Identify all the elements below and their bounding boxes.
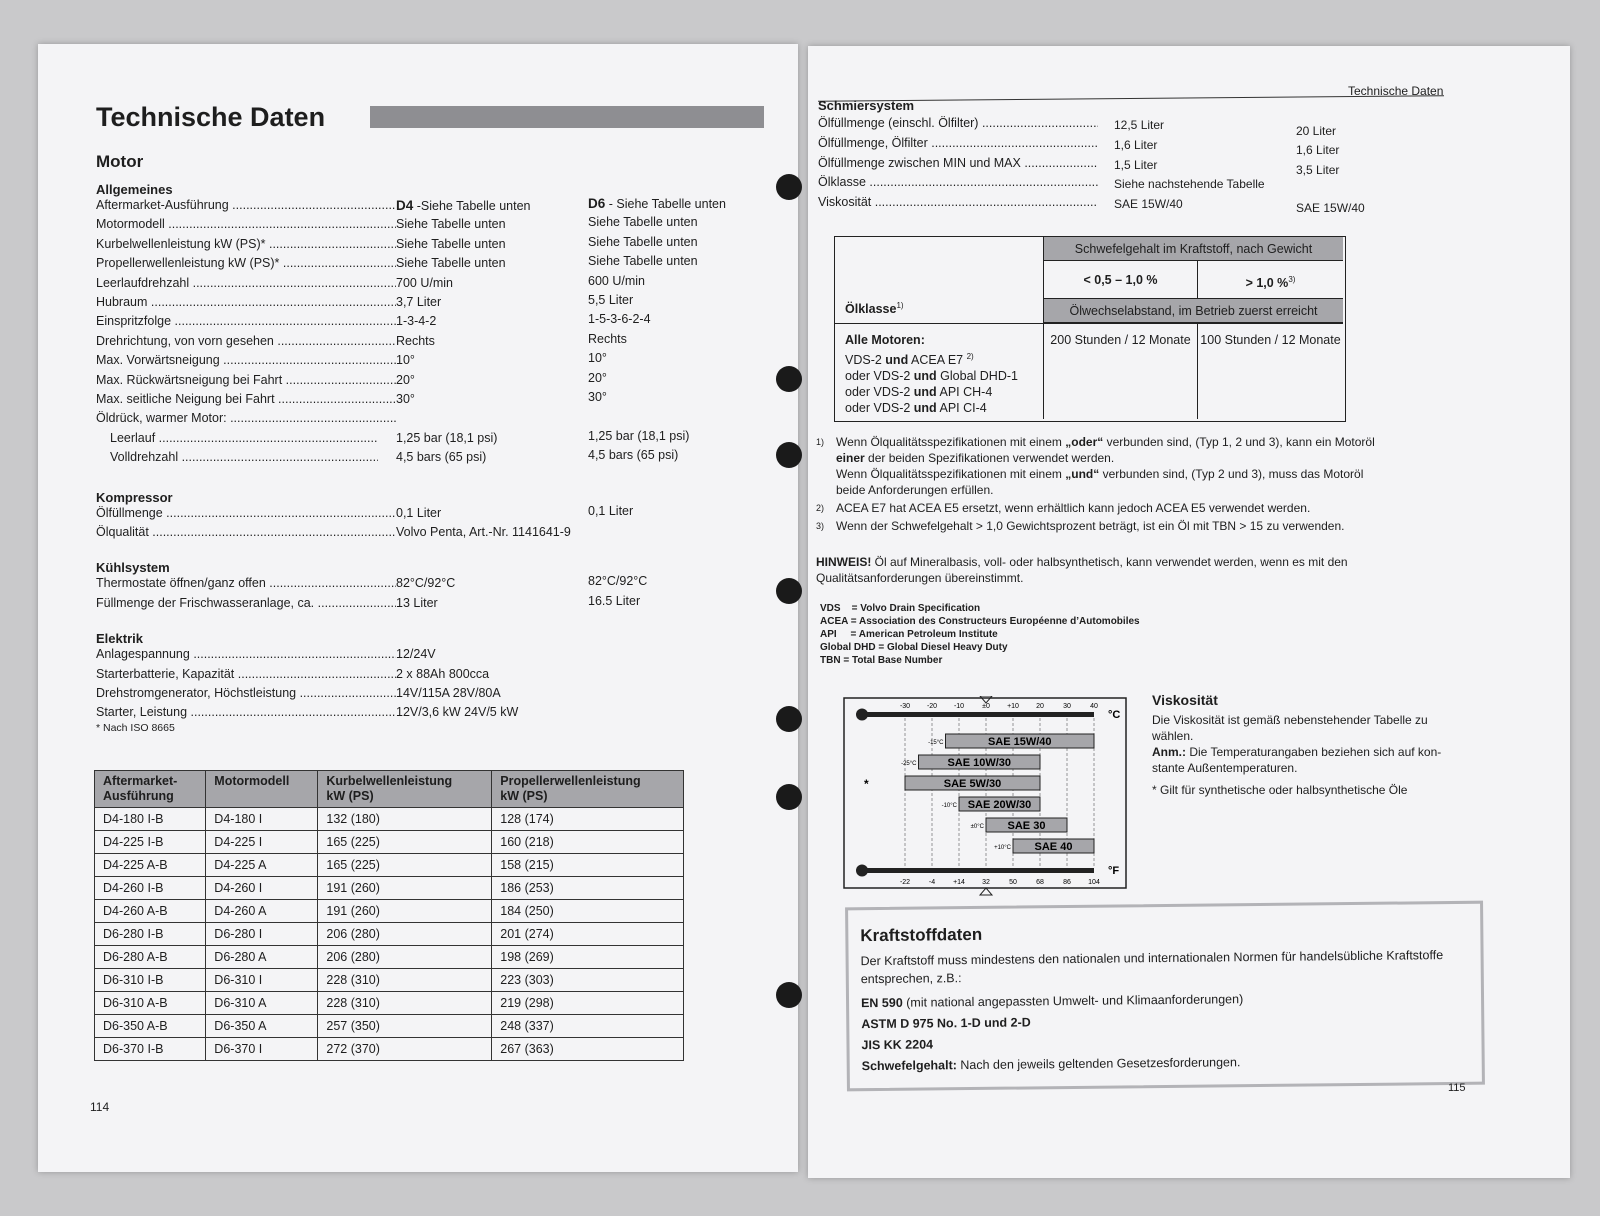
d4-value: Siehe Tabelle unten <box>396 217 506 232</box>
table-cell: 198 (269) <box>492 946 684 969</box>
fuel-data-box <box>845 901 1485 1092</box>
lube-label: Ölfüllmenge (einschl. Ölfilter) ..... <box>818 116 1098 130</box>
spec-label: Max. Rückwärtsneigung bei Fahrt ..... <box>96 373 396 387</box>
celsius-tick-label: -10 <box>953 703 965 710</box>
viscosity-bar-label: SAE 40 <box>1034 841 1073 853</box>
footnote-line: ACEA E7 hat ACEA E5 ersetzt, wenn erhältlich kann jedoch ACEA E5 verwendet werden. <box>836 501 1311 515</box>
table-cell: D6-350 A-B <box>95 1015 206 1038</box>
table-cell: 165 (225) <box>318 831 492 854</box>
table-cell: 223 (303) <box>492 969 684 992</box>
spec-section-heading: Kompressor <box>96 489 173 505</box>
spec-label: Öldrück, warmer Motor: ..... <box>96 411 396 425</box>
table-row <box>95 854 684 877</box>
table-row <box>95 831 684 854</box>
spec-row <box>96 428 796 450</box>
footnote <box>816 518 1456 534</box>
d6-value: 20 Liter <box>1296 124 1337 138</box>
table-cell: D6-350 A <box>206 1015 318 1038</box>
binder-hole <box>776 442 802 468</box>
spec-row <box>96 370 796 392</box>
footnote-line: Wenn Ölqualitätsspezifikationen mit einem „und“ verbunden sind, (Typ 2 und 3), muss das Motoröl <box>836 467 1364 481</box>
lube-label: Ölfüllmenge zwischen MIN und MAX ..... <box>818 156 1098 170</box>
spec-label: Kurbelwellenleistung kW (PS)* ..... <box>96 237 396 251</box>
sulfur-col-high: > 1,0 %$^{3)}$ <box>1197 261 1343 299</box>
d6-value: 1,6 Liter <box>1296 143 1340 158</box>
table-row <box>95 877 684 900</box>
spec-row <box>96 217 796 236</box>
d6-value: 1-5-3-6-2-4 <box>588 312 651 327</box>
table-cell: D6-280 I-B <box>95 923 206 946</box>
celsius-tick-label: -30 <box>899 703 911 710</box>
abbreviation: TBN = Total Base Number <box>820 655 943 666</box>
d4-value: 12,5 Liter <box>1114 118 1165 132</box>
table-row <box>95 900 684 923</box>
fahrenheit-tick-label: 68 <box>1036 879 1044 886</box>
fuel-heading: Kraftstoffdaten <box>860 924 983 946</box>
chart-frame <box>844 698 1126 888</box>
binder-hole <box>776 366 802 392</box>
celsius-tick-label: 30 <box>1063 703 1071 710</box>
page-title: Technische Daten <box>96 102 326 132</box>
footnote-line: Wenn der Schwefelgehalt > 1,0 Gewichtsprozent beträgt, ist ein Öl mit TBN > 15 zu verwenden. <box>836 519 1345 533</box>
table-cell: D6-310 I <box>206 969 318 992</box>
spec-section-heading: Kühlsystem <box>96 560 170 576</box>
page-number: 115 <box>1448 1082 1466 1094</box>
spec-row <box>96 525 796 544</box>
zero-arrow-icon <box>980 888 992 895</box>
table-header-cell: Kurbelwellenleistung kW (PS) <box>318 771 492 808</box>
table-cell: 228 (310) <box>318 992 492 1015</box>
lube-row <box>818 135 1458 158</box>
spec-label: Motormodell ..... <box>96 217 396 231</box>
table-cell: 257 (350) <box>318 1015 492 1038</box>
iso-footnote: * Nach ISO 8665 <box>96 722 175 734</box>
table-cell: D6-280 A-B <box>95 946 206 969</box>
spec-row <box>96 593 796 615</box>
table-row <box>95 808 684 831</box>
abbreviation: Global DHD = Global Diesel Heavy Duty <box>820 642 1008 653</box>
fahrenheit-unit: °F <box>1108 865 1120 877</box>
viscosity-bar-label: SAE 30 <box>1007 820 1046 832</box>
d4-value: 10° <box>396 353 415 368</box>
interval-high: 100 Stunden / 12 Monate <box>1197 323 1343 419</box>
table-cell: D4-180 I <box>206 808 318 831</box>
footnote-line: Wenn Ölqualitätsspezifikationen mit einem „oder“ verbunden sind, (Typ 1, 2 und 3), kann ein Motoröl <box>836 435 1375 449</box>
oil-spec-line: VDS-2 und ACEA E7 $^{2)}$ <box>845 352 974 368</box>
table-cell: D6-280 A <box>206 946 318 969</box>
running-header: Technische Daten <box>1348 84 1444 98</box>
d4-value: 14V/115A 28V/80A <box>396 686 501 700</box>
sulfur-header: Schwefelgehalt im Kraftstoff, nach Gewicht <box>1043 237 1343 261</box>
viscosity-chart <box>842 696 1132 896</box>
spec-row <box>96 314 796 333</box>
footnote-number: 1) <box>816 437 825 447</box>
lube-row <box>818 175 1458 194</box>
spec-label: Drehstromgenerator, Höchstleistung ..... <box>96 686 396 700</box>
lube-row <box>818 156 1458 175</box>
spec-row <box>96 256 796 275</box>
left-page <box>38 44 798 1172</box>
hinweis-note: HINWEIS! Öl auf Mineralbasis, voll- oder halbsynthetisch, kann verwendet werden, wenn es mit den Qualitätsanforderungen übereinstimmt. <box>816 555 1348 585</box>
spec-row <box>96 667 796 686</box>
binder-hole <box>776 706 802 732</box>
abbreviations <box>820 602 1140 667</box>
table-cell: 191 (260) <box>318 877 492 900</box>
celsius-unit: °C <box>1108 709 1121 721</box>
schmier-list <box>818 46 1458 226</box>
fahrenheit-tick-label: -4 <box>928 879 936 886</box>
interval-low: 200 Stunden / 12 Monate <box>1043 323 1197 419</box>
d6-value: 20° <box>588 370 607 385</box>
spec-label: Starterbatterie, Kapazität ..... <box>96 667 396 681</box>
table-cell: 206 (280) <box>318 946 492 969</box>
spec-row <box>96 295 796 314</box>
section-title: Motor <box>96 152 144 171</box>
d6-value: 0,1 Liter <box>588 503 634 518</box>
spec-row <box>96 450 796 469</box>
d4-value: SAE 15W/40 <box>1114 197 1183 212</box>
thermometer-bulb <box>856 865 868 877</box>
table-cell: 206 (280) <box>318 923 492 946</box>
table-cell: 184 (250) <box>492 900 684 923</box>
footnote <box>816 434 1456 498</box>
spec-row <box>96 273 796 295</box>
table-cell: D6-310 A <box>206 992 318 1015</box>
abbreviation: ACEA = Association des Constructeurs Européenne d’Automobiles <box>820 616 1140 627</box>
spec-label: Füllmenge der Frischwasseranlage, ca. ..... <box>96 596 396 610</box>
spec-label: Einspritzfolge ..... <box>96 314 396 328</box>
spec-row <box>96 411 796 430</box>
d4-value: 3,7 Liter <box>396 295 442 309</box>
table-cell: 186 (253) <box>492 877 684 900</box>
d4-value: 0,1 Liter <box>396 505 442 520</box>
table-cell: D6-310 A-B <box>95 992 206 1015</box>
table-row <box>95 946 684 969</box>
d6-value: Siehe Tabelle unten <box>588 234 698 249</box>
table-row <box>95 1015 684 1038</box>
d6-value: Siehe Tabelle unten <box>588 254 698 269</box>
table-cell: 132 (180) <box>318 808 492 831</box>
celsius-tick-label: 20 <box>1036 703 1044 710</box>
table-header-cell: Motormodell <box>206 771 318 808</box>
oilclass-label: Ölklasse$^{1)}$ <box>845 301 904 317</box>
spec-row <box>96 686 796 705</box>
spec-label: Ölqualität ..... <box>96 525 396 539</box>
spec-row <box>96 353 796 372</box>
d4-value: 2 x 88Ah 800cca <box>396 666 490 681</box>
table-row <box>95 923 684 946</box>
lube-label: Viskosität ..... <box>818 195 1098 209</box>
spec-label: Anlagespannung ..... <box>96 647 396 661</box>
table-row <box>95 992 684 1015</box>
d6-value: 4,5 bars (65 psi) <box>588 448 679 463</box>
table-cell: D4-260 A <box>206 900 318 923</box>
d4-value: Siehe nachstehende Tabelle <box>1114 177 1265 192</box>
d4-value: 1,5 Liter <box>1114 157 1158 172</box>
table-cell: 248 (337) <box>492 1015 684 1038</box>
bar-start-label: -25°C <box>901 761 917 767</box>
right-page <box>808 46 1570 1178</box>
spec-label: Leerlauf ..... <box>110 431 378 445</box>
table-cell: 158 (215) <box>492 854 684 877</box>
oil-spec-line: oder VDS-2 und Global DHD-1 <box>845 369 1018 384</box>
spec-row <box>96 234 796 256</box>
table-cell: D4-225 I <box>206 831 318 854</box>
bar-start-label: -10°C <box>941 803 957 809</box>
table-cell: 160 (218) <box>492 831 684 854</box>
table-cell: 228 (310) <box>318 969 492 992</box>
fahrenheit-tick-label: +14 <box>953 879 965 886</box>
fuel-text: Der Kraftstoff muss mindestens den nationalen und internationalen Normen für handelsübliche Kraftstoffe entsprechen, z.B.: EN 590 (mit national angepassten Umwelt- und Klimaanforderungen) ASTM D 975 No. 1-D und 2-D JIS KK 2204 Schwefelgehalt: Nach den jeweils geltenden Gesetzesforderungen. <box>860 948 1444 1074</box>
sulfur-col-low: < 0,5 – 1,0 % <box>1043 261 1197 299</box>
celsius-tick-label: 40 <box>1090 703 1098 710</box>
table-cell: D6-280 I <box>206 923 318 946</box>
table-cell: D6-370 I <box>206 1038 318 1061</box>
celsius-tick-label: ±0 <box>982 703 990 710</box>
d6-value: 1,25 bar (18,1 psi) <box>588 428 690 443</box>
spec-row <box>96 392 796 411</box>
thermometer-bar <box>862 868 1094 873</box>
fahrenheit-tick-label: 86 <box>1063 879 1071 886</box>
model-table <box>94 770 684 1061</box>
d4-value: 30° <box>396 392 415 406</box>
spec-label: Aftermarket-Ausführung ..... <box>96 198 396 212</box>
abbreviation: VDS = Volvo Drain Specification <box>820 603 981 614</box>
fahrenheit-tick-label: 32 <box>982 879 990 886</box>
oil-spec-line: oder VDS-2 und API CH-4 <box>845 385 993 400</box>
oil-class-table <box>834 236 1346 422</box>
d6-value: Rechts <box>588 331 627 346</box>
d6-value: 5,5 Liter <box>588 293 634 307</box>
spec-label: Drehrichtung, von vorn gesehen ..... <box>96 334 396 348</box>
celsius-tick-label: -20 <box>926 703 938 710</box>
viscosity-bar-label: SAE 10W/30 <box>947 757 1012 769</box>
viscosity-heading: Viskosität <box>1152 692 1218 708</box>
fahrenheit-tick-label: 50 <box>1009 879 1017 886</box>
thermometer-bar <box>862 712 1094 717</box>
spec-row <box>96 647 796 666</box>
d4-value: 1,25 bar (18,1 psi) <box>396 430 498 445</box>
spec-label: Propellerwellenleistung kW (PS)* ..... <box>96 256 396 270</box>
spec-label: Thermostate öffnen/ganz offen ..... <box>96 576 396 590</box>
d6-value: 16.5 Liter <box>588 593 641 608</box>
table-cell: 191 (260) <box>318 900 492 923</box>
bar-start-label: -15°C <box>928 740 944 746</box>
viscosity-bar-label: SAE 5W/30 <box>943 778 1002 790</box>
table-cell: 201 (274) <box>492 923 684 946</box>
table-cell: D4-225 I-B <box>95 831 206 854</box>
table-cell: D4-225 A <box>206 854 318 877</box>
footnote-line: beide Anforderungen erfüllen. <box>836 483 994 497</box>
viscosity-text: Die Viskosität ist gemäß nebenstehender Tabelle zu wählen. Anm.: Die Temperaturangaben beziehen sich auf kon- stante Außentemperaturen. * Gilt für synthetische oder halbsynthetische Öle <box>1152 713 1442 797</box>
d4-value: 1,6 Liter <box>1114 137 1158 152</box>
celsius-tick-label: +10 <box>1007 703 1019 710</box>
table-cell: D4-260 I-B <box>95 877 206 900</box>
d4-value: 20° <box>396 372 415 387</box>
d4-value: 82°C/92°C <box>396 576 456 591</box>
lube-label: Ölklasse ..... <box>818 175 1098 189</box>
spec-label: Hubraum ..... <box>96 295 396 309</box>
interval-header: Ölwechselabstand, im Betrieb zuerst erreicht <box>1043 299 1343 323</box>
bar-start-label: ±0°C <box>970 824 984 830</box>
table-cell: D4-260 I <box>206 877 318 900</box>
table-row <box>95 1038 684 1061</box>
d6-value: 600 U/min <box>588 273 645 288</box>
binder-hole <box>776 174 802 200</box>
spec-label: Leerlaufdrehzahl ..... <box>96 276 396 290</box>
table-cell: D6-370 I-B <box>95 1038 206 1061</box>
viscosity-bar-label: SAE 15W/40 <box>987 736 1052 748</box>
d4-value: Volvo Penta, Art.-Nr. 1141641-9 <box>396 525 571 539</box>
d6-value: SAE 15W/40 <box>1296 201 1365 216</box>
table-cell: D6-310 I-B <box>95 969 206 992</box>
d6-value: 3,5 Liter <box>1296 162 1340 177</box>
d4-value: D4 -Siehe Tabelle unten <box>396 198 531 213</box>
table-header-cell: Aftermarket- Ausführung <box>95 771 206 808</box>
d4-value: 4,5 bars (65 psi) <box>396 450 487 465</box>
viscosity-bar-label: SAE 20W/30 <box>967 799 1032 811</box>
d4-value: 700 U/min <box>396 275 453 290</box>
spec-label: Starter, Leistung ..... <box>96 705 396 719</box>
d4-value: Rechts <box>396 333 435 348</box>
footnote-number: 2) <box>816 503 825 513</box>
d6-value: 10° <box>588 351 607 366</box>
spec-list <box>96 44 796 744</box>
synthetic-star: * <box>864 777 869 791</box>
binder-hole <box>776 784 802 810</box>
footnote <box>816 500 1456 516</box>
spec-row <box>96 705 796 724</box>
d4-value: Siehe Tabelle unten <box>396 236 506 251</box>
d4-value: 13 Liter <box>396 595 438 610</box>
schmier-heading: Schmiersystem <box>818 98 915 113</box>
footnote-number: 3) <box>816 521 825 531</box>
abbreviation: API = American Petroleum Institute <box>820 629 998 640</box>
spec-row <box>96 198 796 217</box>
spec-row <box>96 331 796 353</box>
spec-row <box>96 503 796 525</box>
d4-value: Siehe Tabelle unten <box>396 256 506 271</box>
binder-hole <box>776 578 802 604</box>
spec-section-heading: Allgemeines <box>96 182 173 197</box>
d4-value: 1-3-4-2 <box>396 314 437 329</box>
d6-value: 30° <box>588 390 607 404</box>
table-cell: 272 (370) <box>318 1038 492 1061</box>
fahrenheit-tick-label: 104 <box>1088 879 1100 886</box>
table-cell: 128 (174) <box>492 808 684 831</box>
binder-hole <box>776 982 802 1008</box>
lube-label: Ölfüllmenge, Ölfilter ..... <box>818 136 1098 150</box>
d6-value: D6 - Siehe Tabelle unten <box>588 196 726 211</box>
table-cell: 219 (298) <box>492 992 684 1015</box>
bar-start-label: +10°C <box>994 845 1011 851</box>
table-cell: D4-225 A-B <box>95 854 206 877</box>
spec-label: Volldrehzahl ..... <box>110 450 378 464</box>
fahrenheit-tick-label: -22 <box>899 879 911 886</box>
table-cell: D4-180 I-B <box>95 808 206 831</box>
table-row <box>95 969 684 992</box>
footnote-line: einer der beiden Spezifikationen verwendet werden. <box>836 451 1115 465</box>
all-motors-label: Alle Motoren: <box>845 333 925 347</box>
spec-section-heading: Elektrik <box>96 631 143 647</box>
lube-row <box>818 116 1458 138</box>
table-cell: 267 (363) <box>492 1038 684 1061</box>
spec-label: Max. seitliche Neigung bei Fahrt ..... <box>96 392 396 406</box>
oil-spec-list <box>845 349 1018 416</box>
spec-row <box>96 576 796 595</box>
d6-value: Siehe Tabelle unten <box>588 215 698 230</box>
page-number: 114 <box>90 1100 110 1114</box>
d4-value: 12V/3,6 kW 24V/5 kW <box>396 705 519 720</box>
lube-row <box>818 195 1458 214</box>
spec-label: Ölfüllmenge ..... <box>96 506 396 520</box>
spec-label: Max. Vorwärtsneigung ..... <box>96 353 396 367</box>
table-cell: D4-260 A-B <box>95 900 206 923</box>
table-header-cell: Propellerwellenleistung kW (PS) <box>492 771 684 808</box>
d4-value: 12/24V <box>396 647 436 662</box>
thermometer-bulb <box>856 709 868 721</box>
table-cell: 165 (225) <box>318 854 492 877</box>
oil-spec-line: oder VDS-2 und API CI-4 <box>845 401 987 416</box>
d6-value: 82°C/92°C <box>588 574 648 589</box>
